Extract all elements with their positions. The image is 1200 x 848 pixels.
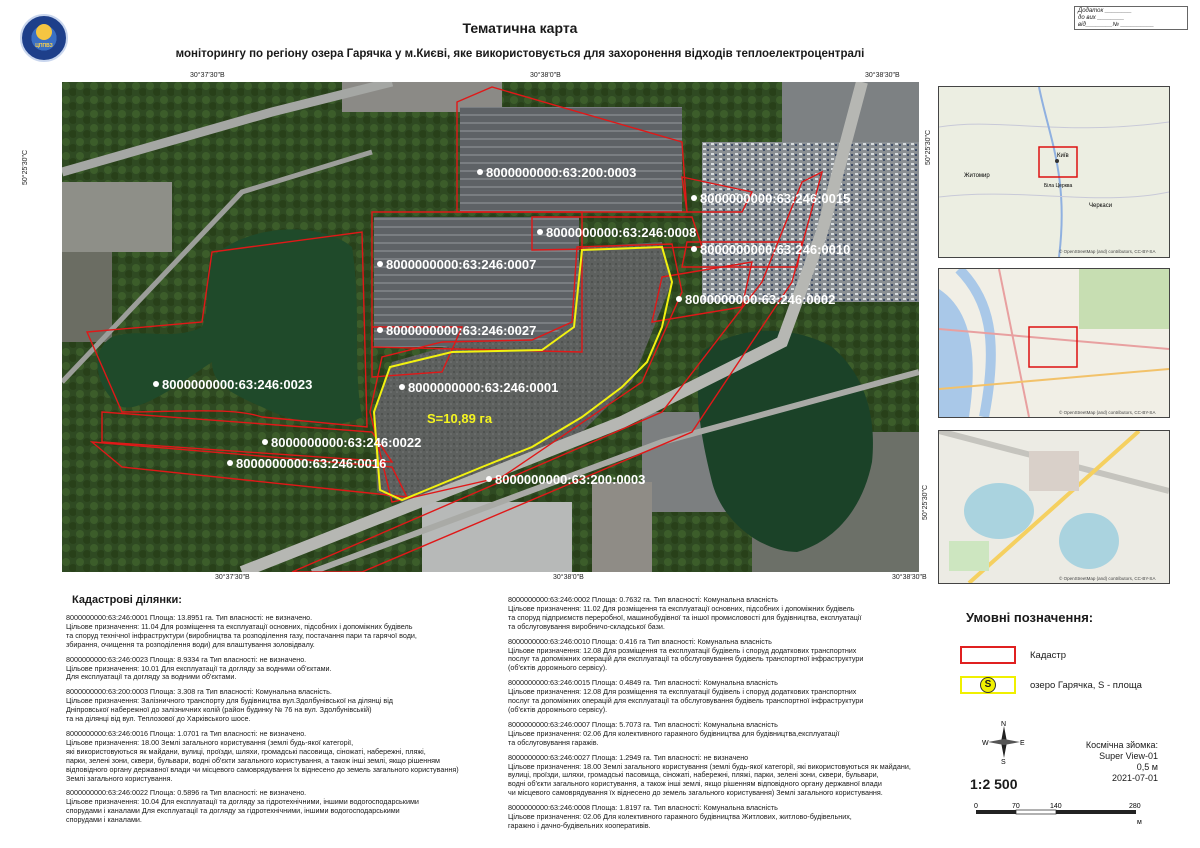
cadastre-entry: 8000000000:63:246:0022 Площа: 0.5896 га Тип власності: не визначено. Цільове призначення: 10.04 Для експлуатації та догляду за гідротехнічними, іншими водогосподарськими спорудами і каналами Для експлуатації та догляду за гідротехнічними, іншими водогосподарськими спорудами і каналами.: [66, 788, 419, 825]
legend-title: Умовні позначення:: [966, 610, 1094, 625]
forest-area: [1079, 269, 1169, 329]
imagery-info: [1040, 740, 1158, 784]
cadastre-entry: 8000000000:63:246:0015 Площа: 0.4849 га. Тип власності: Комунальна власність Цільове призначення: 12.08 Для розміщення та експлуатації будівель і споруд додаткових транспортних послуг та допоміжних операцій для експлуатації та обслуговування будівель транспортної інфраструктури (об'єктів дорожнього сервісу).: [508, 678, 864, 714]
map-subtitle: моніторингу по регіону озера Гарячка у м.Києві, яке використовується для захоронення відходів теплоелектроцентралі: [175, 48, 865, 60]
scale-bar: [972, 800, 1152, 830]
cadastre-title: Кадастрові ділянки:: [72, 594, 182, 606]
scale-tick: 70: [1012, 803, 1020, 810]
coord-right: 50°25'30"С: [922, 484, 929, 520]
urban-block: [62, 252, 112, 342]
parcel-label: 8000000000:63:200:0003: [486, 165, 637, 180]
coord-top-right: 30°38'30"В: [865, 72, 900, 79]
compass-e: E: [1020, 740, 1025, 747]
map-title: Тематична карта: [462, 20, 578, 36]
lake-symbol-icon: S: [980, 677, 996, 693]
cadastre-entry: 8000000000:63:246:0008 Площа: 1.8197 га. Тип власності: Комунальна власність Цільове призначення: 02.06 Для колективного гаражного будівництва Житлових, житлово-будівельних, гаражно і дачно-будівельних кооперативів.: [508, 803, 852, 830]
inset-city: Житомир: [964, 173, 990, 179]
inset-city: Біла Церква: [1044, 183, 1073, 189]
cadastre-list-right: [508, 596, 938, 831]
cadastre-entry: 8000000000:63:246:0002 Площа: 0.7632 га. Тип власності: Комунальна власність Цільове призначення: 11.02 Для розміщення та експлуатації основних, підсобних і допоміжних будівель та споруд підприємств переробної, машинобудівної та іншої промисловості для будівництва, експлуатації та обслуговування виробничо-складської бази.: [508, 595, 862, 631]
north-arrow-icon: [982, 720, 1026, 764]
cadastre-entry: 8000000000:63:246:0016 Площа: 1.0701 га Тип власності: не визначено. Цільове призначення: 18.00 Землі загального користування (землі будь-якої категорії, які використовуються як майдани, вулиці, проїзди, шляхи, громадські пасовища, сіножаті, набережні, пляжі, парки, зелені зони, сквери, бульвари, водні об'єкти загального користування, а також інші землі, якщо рішенням відповідного органу державної влади чи місцевого самоврядування їх віднесено до земель загального користування) Землі загального користування.: [66, 728, 459, 783]
stamp-line: Додаток ________: [1078, 8, 1132, 14]
parcel-label: 8000000000:63:246:0001: [408, 380, 559, 395]
coord-top-center: 30°38'0"В: [530, 72, 561, 79]
inset-map-local-canvas: [939, 431, 1169, 583]
lake-area-label: S=10,89 га: [427, 411, 493, 426]
document-stamp: [1074, 6, 1188, 30]
satellite-map-canvas: [62, 82, 919, 572]
cadastre-entry: 8000000000:63:246:0001 Площа: 13.8951 га. Тип власності: не визначено. Цільове призначення: 11.04 Для розміщення та експлуатації основних, підсобних і допоміжних будівель та споруд технічної інфраструктури (виробництва та розподілення газу, постачання пари та гарячої води, збирання, очищення та розподілення води) для влаштування золовідвалу.: [66, 613, 417, 649]
inset-city: Черкаси: [1089, 203, 1113, 209]
legend-lake-label: озеро Гарячка, S - площа: [1030, 680, 1142, 691]
parcel-label: 8000000000:63:246:0027: [386, 323, 537, 338]
scale-ratio: 1:2 500: [970, 776, 1018, 792]
scale-tick: 280: [1129, 803, 1141, 810]
imagery-label: Космічна зйомка:: [1085, 740, 1158, 750]
coord-bottom-left: 30°37'30"В: [215, 574, 250, 581]
parcel-label: 8000000000:63:246:0023: [162, 377, 313, 392]
cadastre-entry: 8000000000:63:246:0007 Площа: 5.7073 га. Тип власності: Комунальна власність Цільове призначення: 02.06 Для колективного гаражного будівництва для будівництва,експлуатації та обслуговування гаражів.: [508, 719, 840, 747]
stamp-line: від________№ __________: [1078, 22, 1155, 28]
imagery-sensor: Super View-01: [1099, 751, 1158, 761]
lake-west: [964, 483, 1034, 539]
inset-attribution: © OpenStreetMap (and) contributors, CC-BY-SA: [1059, 576, 1156, 581]
scale-unit: м: [1137, 819, 1142, 826]
coord-inset-left: 50°25'30"С: [925, 129, 932, 165]
inset-map-city-canvas: [939, 269, 1169, 417]
inset-attribution: © OpenStreetMap (and) contributors, CC-BY-SA: [1059, 410, 1156, 415]
imagery-resolution: 0,5 м: [1136, 762, 1158, 772]
cadastre-entry: 8000000000:63:200:0003 Площа: 3.308 га Тип власності: Комунальна власність. Цільове призначення: Залізничного транспорту для будівництва вул.Здолбунівської на ділянці від Дніпровської набережної до залізничних колій (район будинку № 76 на вул. Здолбунівській) та на ділянці від вул. Теплозової до Харківського шосе.: [66, 687, 393, 724]
scale-tick: 0: [974, 803, 978, 810]
inset-attribution: © OpenStreetMap (and) contributors, CC-BY-SA: [1059, 249, 1156, 254]
cadastre-entry: 8000000000:63:246:0027 Площа: 1.2949 га. Тип власності: не визначено Цільове призначення: 18.00 Землі загального користування (землі будь-якої категорії, які використовуються як майдани, вулиці, проїзди, шляхи, громадські пасовища, сіножаті, набережні, пляжі, парки, зелені зони, сквери, бульвари, водні об'єкти загального користування, а також інші землі, якщо рішенням відповідного органу державної влади чи місцевого самоврядування їх віднесено до земель загального користування) Землі загального користування.: [508, 752, 911, 798]
stamp-line: до вих ________: [1078, 15, 1125, 21]
parcel-label: 8000000000:63:246:0015: [700, 191, 851, 206]
parcel-label: 8000000000:63:246:0022: [271, 435, 422, 450]
scale-tick: 140: [1050, 803, 1062, 810]
inset-map-region-canvas: [939, 87, 1169, 257]
inset-map-local[interactable]: [938, 430, 1170, 584]
compass-w: W: [982, 740, 989, 747]
parcel-label: 8000000000:63:200:0003: [495, 472, 646, 487]
satellite-map[interactable]: [62, 82, 919, 572]
imagery-date: 2021-07-01: [1111, 773, 1158, 783]
coord-top-left: 30°37'30"В: [190, 72, 225, 79]
compass-n: N: [1001, 721, 1007, 728]
inset-map-city[interactable]: [938, 268, 1170, 418]
urban-block: [592, 482, 652, 572]
cadastre-entry: 8000000000:63:246:0010 Площа: 0.416 га Тип власності: Комунальна власність Цільове призначення: 12.08 Для розміщення та експлуатації будівель і споруд додаткових транспортних послуг та допоміжних операцій для експлуатації та обслуговування будівель транспортної інфраструктури (об'єктів дорожнього сервісу).: [508, 636, 864, 673]
logo-text-mark: ЦППВЗ: [35, 43, 53, 49]
cadastre-entry: 8000000000:63:246:0023 Площа: 8.9334 га Тип власності: не визначено. Цільове призначення: 10.01 Для експлуатації та догляду за водними об'єктами. Для експлуатації та догляду за водними об'єктами.: [66, 654, 332, 682]
inset-map-region[interactable]: [938, 86, 1170, 258]
coord-left: 50°25'30"С: [22, 149, 29, 185]
parcel-label: 8000000000:63:246:0016: [236, 456, 387, 471]
cadastre-list-left: [66, 614, 496, 825]
parcel-label: 8000000000:63:246:0007: [386, 257, 537, 272]
inset-city: Київ: [1057, 153, 1069, 159]
legend-lake-swatch: [960, 676, 1016, 694]
parcel-label: 8000000000:63:246:0010: [700, 242, 851, 257]
urban-block: [62, 182, 172, 252]
coord-bottom-right: 30°38'30"В: [892, 574, 927, 581]
compass-s: S: [1001, 759, 1006, 764]
parcel-label: 8000000000:63:246:0008: [546, 225, 697, 240]
coord-bottom-center: 30°38'0"В: [553, 574, 584, 581]
lake-east: [1059, 513, 1119, 569]
garage-cooperative: [460, 107, 682, 212]
legend-cadastre-label: Кадастр: [1030, 650, 1067, 661]
legend-cadastre-swatch: [960, 646, 1016, 664]
parcel-label: 8000000000:63:246:0002: [685, 292, 836, 307]
